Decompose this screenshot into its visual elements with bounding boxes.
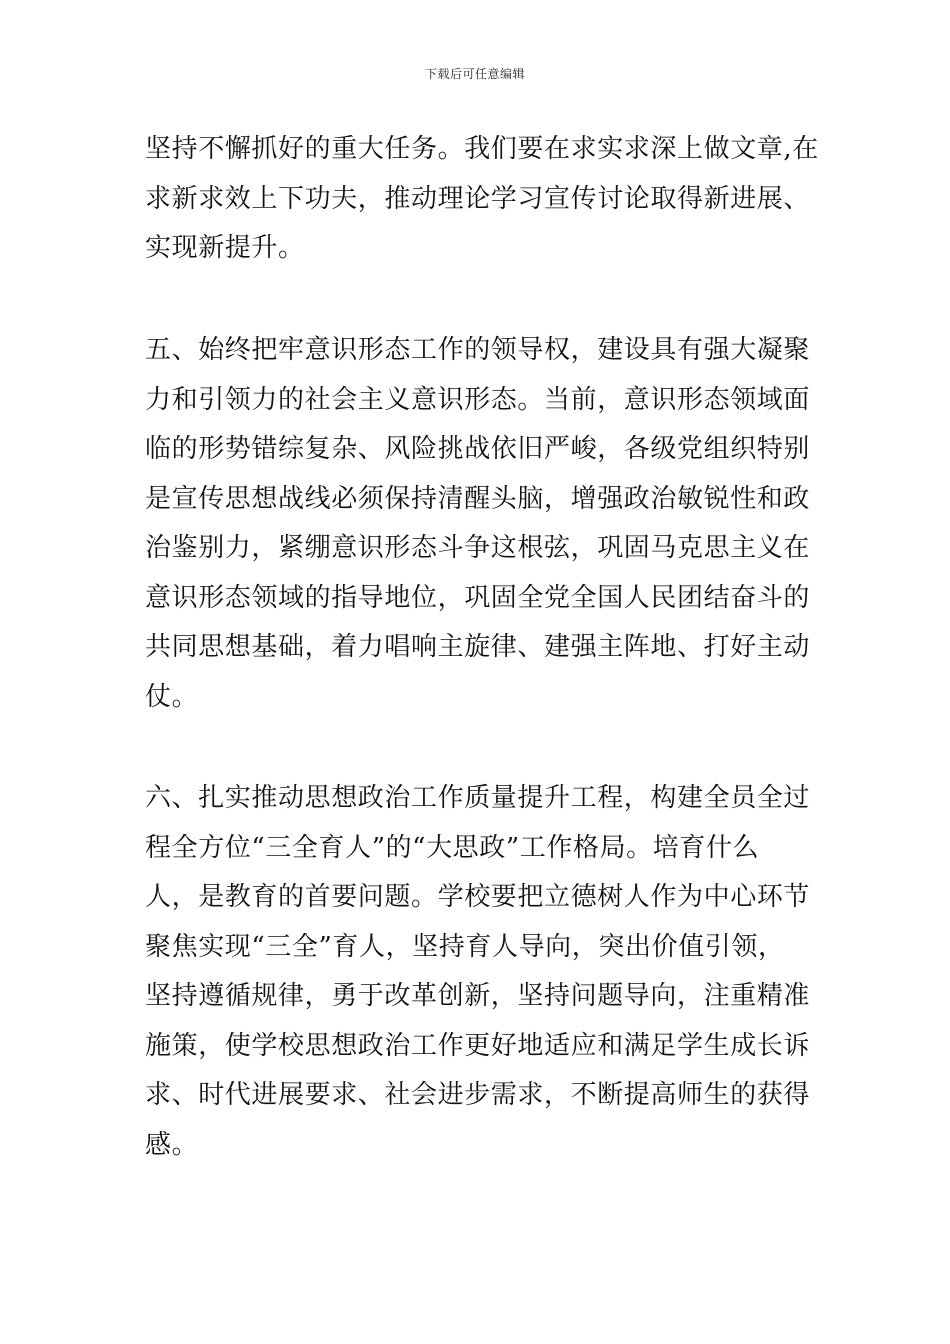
text-line: 治鉴别力，紧绷意识形态斗争这根弦，巩固马克思主义在 bbox=[145, 533, 811, 563]
text-line: 坚持不懈抓好的重大任务。我们要在求实求深上做文章,在 bbox=[145, 134, 819, 164]
text-line: 意识形态领域的指导地位，巩固全党全国人民团结奋斗的 bbox=[145, 582, 811, 613]
paragraph-section-five bbox=[145, 326, 810, 722]
text-line: 聚焦实现“三全”育人，坚持育人导向，突出价值引领， bbox=[145, 931, 785, 962]
text-line: 求新求效上下功夫，推动理论学习宣传讨论取得新进展、 bbox=[145, 183, 811, 214]
text-line: 是宣传思想战线必须保持清醒头脑，增强政治敏锐性和政 bbox=[145, 483, 811, 514]
text-line: 实现新提升。 bbox=[145, 233, 305, 263]
page-header-note: 下载后可任意编辑 bbox=[424, 67, 525, 81]
text-line: 共同思想基础，着力唱响主旋律、建强主阵地、打好主动 bbox=[145, 632, 811, 662]
text-line: 临的形势错综复杂、风险挑战依旧严峻，各级党组织特别 bbox=[145, 434, 811, 464]
paragraph-section-six bbox=[145, 774, 810, 1170]
text-line: 施策，使学校思想政治工作更好地适应和满足学生成长诉 bbox=[145, 1030, 811, 1061]
text-line: 程全方位“三全育人”的“大思政”工作格局。培育什么 bbox=[145, 832, 760, 863]
text-line: 感。 bbox=[145, 1129, 199, 1160]
text-line: 力和引领力的社会主义意识形态。当前，意识形态领域面 bbox=[145, 384, 811, 415]
text-line: 坚持遵循规律，勇于改革创新，坚持问题导向，注重精准 bbox=[145, 981, 811, 1011]
text-line: 六、扎实推动思想政治工作质量提升工程，构建全员全过 bbox=[145, 783, 811, 813]
text-line: 仗。 bbox=[145, 681, 199, 712]
text-line: 五、始终把牢意识形态工作的领导权，建设具有强大凝聚 bbox=[145, 335, 811, 365]
text-line: 人，是教育的首要问题。学校要把立德树人作为中心环节 bbox=[145, 882, 811, 912]
paragraph-continuation bbox=[145, 125, 819, 274]
text-line: 求、时代进展要求、社会进步需求，不断提高师生的获得 bbox=[145, 1080, 811, 1110]
